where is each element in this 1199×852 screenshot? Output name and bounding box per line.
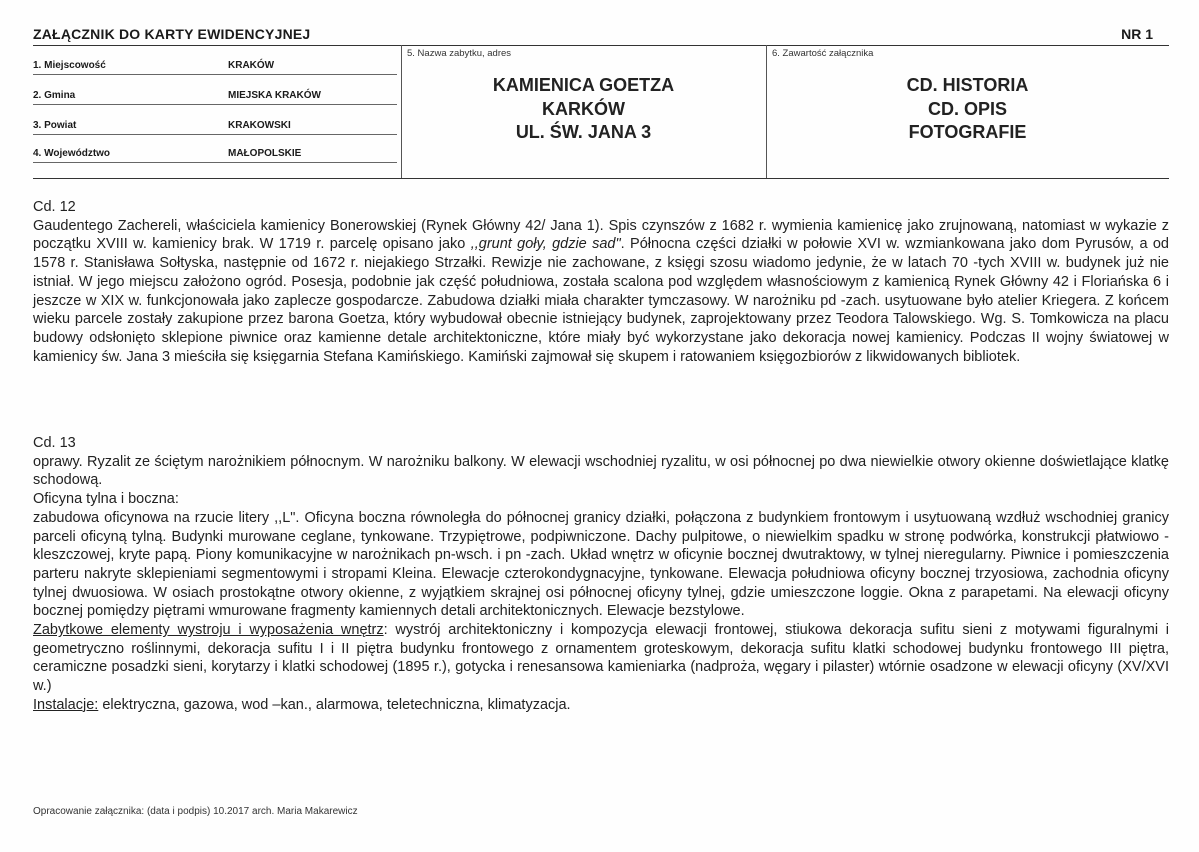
contents-item: CD. HISTORIA: [906, 75, 1029, 95]
field-label: 2. Gmina: [33, 90, 76, 101]
header-top-rule: [33, 45, 1169, 46]
quoted-text: ,,grunt goły, gdzie sad": [470, 236, 621, 253]
contents-block: [766, 74, 1169, 145]
field-label: 3. Powiat: [33, 120, 77, 131]
header-bottom-rule: [33, 178, 1169, 179]
monument-name: KAMIENICA GOETZA: [492, 75, 675, 95]
prepared-by-footer: Opracowanie załącznika: (data i podpis) 10.2017 arch. Maria Makarewicz: [33, 806, 358, 817]
section-paragraph: [33, 217, 1169, 367]
section-13: [33, 434, 1169, 715]
field-value: KRAKOWSKI: [228, 120, 291, 131]
section-paragraph: [33, 696, 1169, 715]
field-locality: [33, 52, 397, 75]
field-value: KRAKÓW: [228, 60, 275, 71]
elements-text: : wystrój architektoniczny i kompozycja elewacji frontowej, stiukowa dekoracja sufitu sieni z motywami figuralnymi i geometryczno roślinnymi, dekoracja sufitu I i II piętra budynku frontowego z ornamentem groteskowym, dekoracja sufitu klatki schodowej budynku frontowego III piętra, ceramiczne posadzki sieni, korytarzy i klatki schodowej (1895 r.), gotycka i renesansowa kamieniarka (nadproża, węgary i pilaster) wtórnie osadzone w elewacji oficyny (XV/XVI w.): [33, 622, 1170, 695]
monument-city: KARKÓW: [542, 98, 625, 119]
field-voivodeship: [33, 140, 397, 163]
section-paragraph: oprawy. Ryzalit ze ściętym narożnikiem północnym. W narożniku balkony. W elewacji wschodniej ryzalitu, w osi północnej po dwa niewielkie otwory okienne doświetlające klatkę schodową.: [33, 453, 1169, 489]
monument-label: 5. Nazwa zabytku, adres: [407, 48, 512, 59]
section-12: [33, 198, 1169, 366]
field-county: [33, 112, 397, 135]
paragraph-text: Gaudentego Zachereli, właściciela kamienicy Bonerowskiej (Rynek Główny 42/ Jana 1). Spis czynszów z 1682 r. wymienia kamienicę jako zrujnowaną, natomiast w wykazie z początku XVIII w. kamienicy brak. W 1719 r. parcelę opisano jako: [33, 217, 1169, 253]
contents-item: FOTOGRAFIE: [908, 122, 1027, 142]
contents-item: CD. OPIS: [927, 98, 1007, 119]
monument-address: UL. ŚW. JANA 3: [515, 122, 652, 142]
section-paragraph: [33, 621, 1169, 696]
paragraph-text: . Północna części działki w połowie XVI w. wzmiankowana jako dom Pyrusów, a od 1578 r. Stanisława Sołtyska, następnie od 1672 r. niejakiego Strzałki. Rewizje nie zachowane, z księgi szosu wiadomo jedynie, że w latach 70 -tych XVIII w. budynek już nie istniał. W jego miejscu założono ogród. Posesja, podobnie jak część południowa, została scalona pod względem własnościowym z kamienicą Rynek Główny 42 i Floriańska 6 i jeszcze w XIX w. funkcjonowała jako zaplecze gospodarcze. Zabudowa działki miała charakter tymczasowy. W narożniku pd -zach. usytuowane było atelier Kriegera. Z końcem wieku parcele zostały zakupione przez barona Goetza, który wybudował obecnie istniejący budynek, zaprojektowany przez Teodora Talowskiego. Wg. S. Tomkowicza na placu budowy odsłonięto sklepione piwnice oraz kamienne detale architektoniczne, które miały być wykorzystane jako dekoracja nowej kamienicy. Podczas II wojny światowej w kamienicy św. Jana 3 mieściła się księgarnia Stefana Kamińskiego. Kamiński zajmował się skupem i ratowaniem księgozbiorów z likwidowanych bibliotek.: [33, 236, 1169, 365]
field-value: MIEJSKA KRAKÓW: [228, 90, 321, 101]
section-heading: Cd. 13: [33, 435, 76, 451]
elements-label: Zabytkowe elementy wystroju i wyposażenia wnętrz: [33, 622, 384, 639]
section-paragraph: zabudowa oficynowa na rzucie litery ,,L". Oficyna boczna równoległa do północnej granicy działki, połączona z budynkiem frontowym i usytuowaną wzdłuż wschodniej granicy parceli oficyną tylną. Budynki murowane ceglane, tynkowane. Trzypiętrowe, podpiwniczone. Dachy pulpitowe, o niewielkim spadku w stronę podwórka, konstrukcji płatwiowo -kleszczowej, kryte papą. Piony komunikacyjne w narożnikach pn-wsch. i pn -zach. Układ wnętrz w oficynie bocznej dwutraktowy, w tylnej nieregularny. Piwnice i pomieszczenia parteru nakryte sklepieniami segmentowymi i stropami Kleina. Elewacje czterokondygnacyjne, tynkowane. Elewacja południowa oficyny bocznej trzyosiowa, zachodnia oficyny tylnej dwuosiowa. W osiach prostokątne otwory okienne, z wyjątkiem skrajnej osi północnej oficyny tylnej, gdzie umieszczone loggie. Okna z parapetami. Na elewacji oficyny bocznej pomiędzy piętrami wmurowane fragmenty kamiennych detali architektonicznych. Elewacje bezstylowe.: [33, 509, 1169, 620]
attachment-number: NR 1: [1121, 26, 1153, 42]
installations-text: elektryczna, gazowa, wod –kan., alarmowa, teletechniczna, klimatyzacja.: [98, 696, 571, 713]
field-label: 1. Miejscowość: [33, 60, 106, 71]
subsection-heading: Oficyna tylna i boczna:: [33, 491, 179, 508]
monument-name-block: [401, 74, 766, 145]
attachment-title: ZAŁĄCZNIK DO KARTY EWIDENCYJNEJ: [33, 26, 311, 42]
field-commune: [33, 82, 397, 105]
field-value: MAŁOPOLSKIE: [228, 148, 302, 159]
field-label: 4. Województwo: [33, 148, 111, 159]
section-heading: Cd. 12: [33, 199, 76, 215]
installations-label: Instalacje:: [33, 696, 99, 713]
contents-label: 6. Zawartość załącznika: [772, 48, 874, 59]
